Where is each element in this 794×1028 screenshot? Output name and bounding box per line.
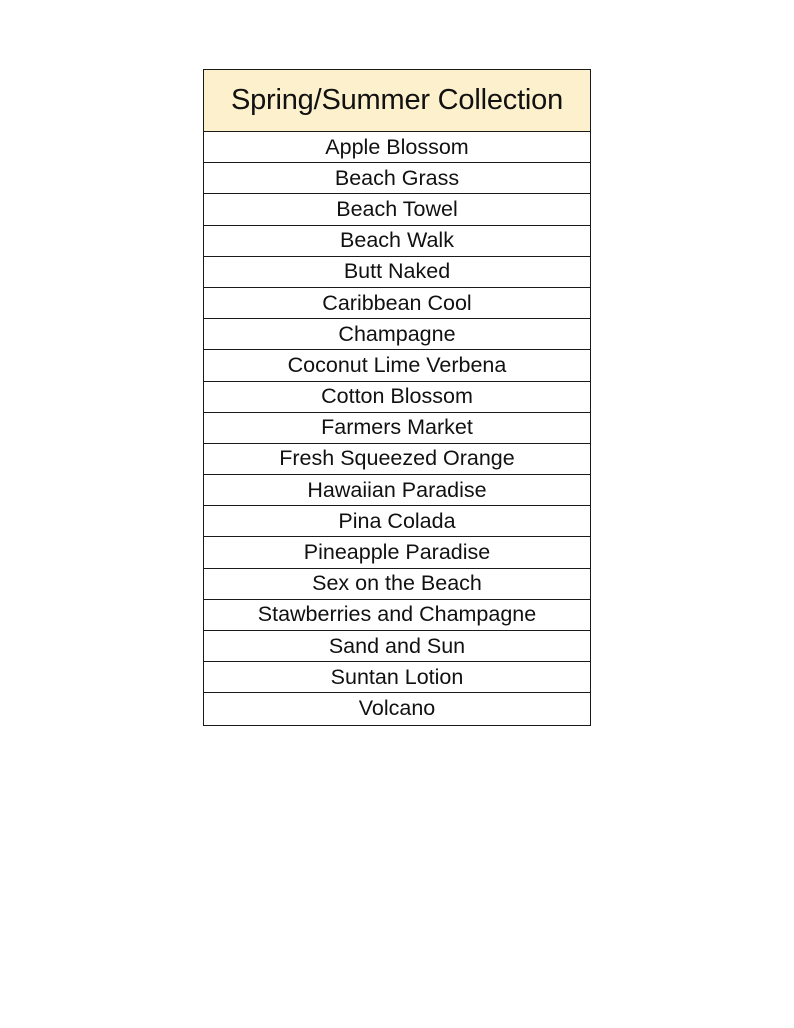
table-row: Pineapple Paradise [204,537,590,568]
table-row: Cotton Blossom [204,382,590,413]
table-row: Coconut Lime Verbena [204,350,590,381]
table-row: Sex on the Beach [204,569,590,600]
table-row: Fresh Squeezed Orange [204,444,590,475]
table-row: Hawaiian Paradise [204,475,590,506]
table-row: Volcano [358,696,436,721]
table-row: Sand and Sun [204,631,590,662]
table-row: Suntan Lotion [204,662,590,693]
collection-table [203,69,591,726]
table-row: Butt Naked [204,257,590,288]
table-row: Farmers Market [204,413,590,444]
table-header: Spring/Summer Collection [204,70,590,132]
table-row: Beach Towel [204,194,590,225]
table-row: Beach Walk [204,226,590,257]
table-row: Beach Grass [204,163,590,194]
table-row: Caribbean Cool [204,288,590,319]
table-row: Pina Colada [204,506,590,537]
table-row: Champagne [204,319,590,350]
table-row: Apple Blossom [204,132,590,163]
table-row: Stawberries and Champagne [204,600,590,631]
